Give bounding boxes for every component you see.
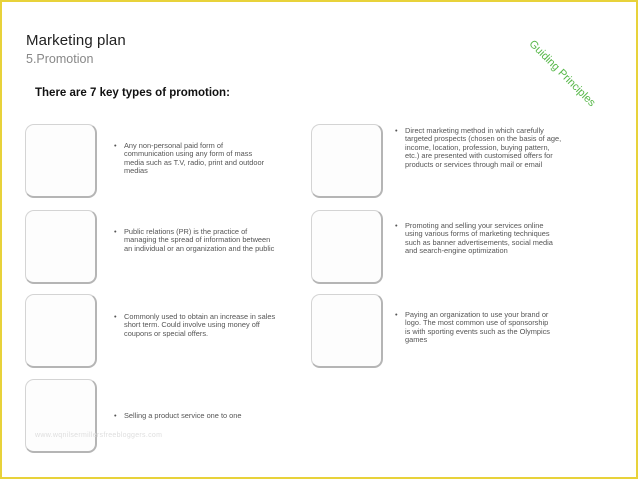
slide-title: Marketing plan [26, 32, 126, 49]
bullet-icon: • [395, 310, 398, 319]
promotion-image-box [311, 294, 383, 368]
promotion-image-box [311, 210, 383, 284]
bullet-icon: • [114, 141, 117, 150]
guiding-principles-label: Guiding Principles [526, 38, 598, 110]
promotion-image-box [25, 379, 97, 453]
section-heading: There are 7 key types of promotion: [35, 87, 230, 99]
promotion-item [114, 142, 274, 176]
promotion-item [114, 313, 280, 338]
watermark: www.wqnilsermillersfreebloggers.com [35, 432, 163, 439]
promotion-item [114, 228, 280, 253]
bullet-icon: • [114, 227, 117, 236]
promotion-description: Paying an organization to use your brand or logo. The most common use of sponsorship is with sporting events such as the Olympics games [405, 310, 550, 345]
slide-subtitle: 5.Promotion [26, 52, 94, 66]
promotion-image-box [25, 124, 97, 198]
promotion-item [114, 412, 284, 420]
promotion-image-box [25, 210, 97, 284]
bullet-icon: • [114, 411, 117, 420]
promotion-description: Selling a product service one to one [124, 411, 242, 420]
promotion-description: Public relations (PR) is the practice of managing the spread of information between an individual or an organization and the public [124, 227, 275, 253]
promotion-image-box [311, 124, 383, 198]
promotion-image-box [25, 294, 97, 368]
bullet-icon: • [395, 126, 398, 135]
promotion-description: Direct marketing method in which carefully targeted prospects (chosen on the basis of age, income, location, profession, buying pattern, etc.) are presented with customised offers for products or services through mail or email [405, 126, 562, 169]
promotion-item [395, 127, 565, 169]
promotion-item [395, 222, 561, 256]
promotion-description: Any non-personal paid form of communication using any form of mass media such as T.V, radio, print and outdoor medias [124, 141, 265, 176]
promotion-description: Promoting and selling your services online using various forms of marketing techniques such as banner advertisements, social media and search-engine optimization [405, 221, 553, 256]
bullet-icon: • [395, 221, 398, 230]
promotion-item [395, 311, 555, 345]
promotion-description: Commonly used to obtain an increase in sales short term. Could involve using money off coupons or special offers. [124, 312, 276, 338]
bullet-icon: • [114, 312, 117, 321]
